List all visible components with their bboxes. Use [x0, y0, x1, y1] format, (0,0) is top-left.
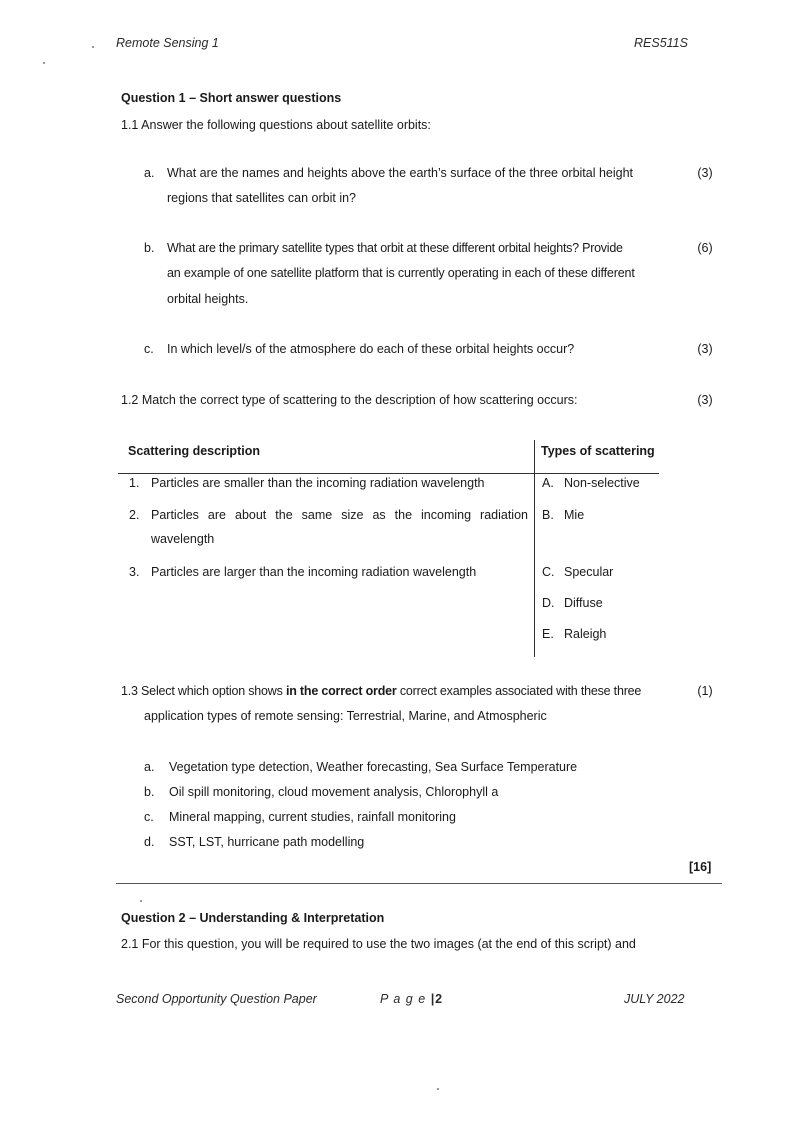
description-text: Particles are smaller than the incoming radiation wavelength: [151, 476, 485, 490]
q1-1a-marks: (3): [697, 166, 713, 180]
section-divider: [116, 883, 722, 884]
header-course-code: RES511S: [634, 36, 688, 50]
table-column-divider: [534, 440, 535, 657]
footer-paper-type: Second Opportunity Question Paper: [116, 992, 317, 1006]
option-label: c.: [144, 810, 154, 824]
footer-page-number: [380, 992, 443, 1006]
scattering-type-name: Specular: [564, 565, 614, 579]
description-text: Particles are about the same size as the incoming radiation: [151, 508, 528, 522]
footer-page-value: 2: [435, 992, 444, 1006]
scan-speck: [43, 62, 45, 64]
option-label: a.: [144, 760, 155, 774]
q1-3-intro: [121, 684, 641, 698]
q1-1a-line2: regions that satellites can orbit in?: [167, 191, 356, 205]
scattering-type-letter: A.: [542, 476, 554, 490]
scattering-type-name: Diffuse: [564, 596, 603, 610]
q1-1b-line1: What are the primary satellite types that orbit at these different orbital heights? Provide: [167, 241, 623, 255]
scattering-type-name: Mie: [564, 508, 585, 522]
scattering-type-letter: B.: [542, 508, 554, 522]
footer-date: JULY 2022: [624, 992, 685, 1006]
scattering-type-name: Non-selective: [564, 476, 640, 490]
option-label: b.: [144, 785, 155, 799]
table-header-types: Types of scattering: [541, 444, 655, 458]
description-text-continued: wavelength: [151, 532, 215, 546]
q1-3-marks: (1): [697, 684, 713, 698]
option-text: SST, LST, hurricane path modelling: [169, 835, 365, 849]
scattering-type-letter: D.: [542, 596, 555, 610]
q1-1c-marks: (3): [697, 342, 713, 356]
q1-3-intro-pre: 1.3 Select which option shows: [121, 684, 286, 698]
option-text: Mineral mapping, current studies, rainfall monitoring: [169, 810, 456, 824]
description-text: Particles are larger than the incoming radiation wavelength: [151, 565, 477, 579]
scattering-type-name: Raleigh: [564, 627, 607, 641]
scan-speck: [437, 1088, 439, 1090]
option-label: d.: [144, 835, 155, 849]
q1-1b-label: b.: [144, 241, 155, 255]
option-text: Oil spill monitoring, cloud movement analysis, Chlorophyll a: [169, 785, 499, 799]
scattering-type-letter: C.: [542, 565, 555, 579]
q1-1a-label: a.: [144, 166, 155, 180]
q1-1c-line1: In which level/s of the atmosphere do each of these orbital heights occur?: [167, 342, 575, 356]
footer-page-prefix: P a g e: [380, 992, 427, 1006]
q1-1-intro: 1.1 Answer the following questions about satellite orbits:: [121, 118, 431, 132]
q1-3-intro-emphasis: in the correct order: [285, 684, 397, 698]
q1-1a-line1: What are the names and heights above the earth’s surface of the three orbital height: [167, 166, 634, 180]
q1-2-marks: (3): [697, 393, 713, 407]
table-header-rule: [118, 473, 659, 474]
q2-1-text: 2.1 For this question, you will be required to use the two images (at the end of this script) and: [121, 937, 636, 951]
description-number: 3.: [129, 565, 140, 579]
q1-3-intro-post: correct examples associated with these three: [396, 684, 642, 698]
question-1-title: Question 1 – Short answer questions: [121, 91, 342, 105]
question-1-total-marks: [16]: [689, 860, 712, 874]
header-course-title: Remote Sensing 1: [116, 36, 219, 50]
q1-1b-marks: (6): [697, 241, 713, 255]
q1-3-intro-line2: application types of remote sensing: Terrestrial, Marine, and Atmospheric: [144, 709, 547, 723]
option-text: Vegetation type detection, Weather forecasting, Sea Surface Temperature: [169, 760, 578, 774]
description-number: 1.: [129, 476, 140, 490]
scattering-type-letter: E.: [542, 627, 554, 641]
description-number: 2.: [129, 508, 140, 522]
table-header-description: Scattering description: [128, 444, 260, 458]
footer-page-separator: |: [430, 992, 436, 1006]
scan-speck: [92, 46, 94, 48]
q1-1c-label: c.: [144, 342, 154, 356]
scan-speck: [140, 900, 142, 902]
q1-2-intro: 1.2 Match the correct type of scattering to the description of how scattering occurs:: [121, 393, 578, 407]
q1-1b-line2: an example of one satellite platform that is currently operating in each of these different: [167, 266, 635, 280]
question-2-title: Question 2 – Understanding & Interpretation: [121, 911, 385, 925]
q1-1b-line3: orbital heights.: [167, 292, 249, 306]
